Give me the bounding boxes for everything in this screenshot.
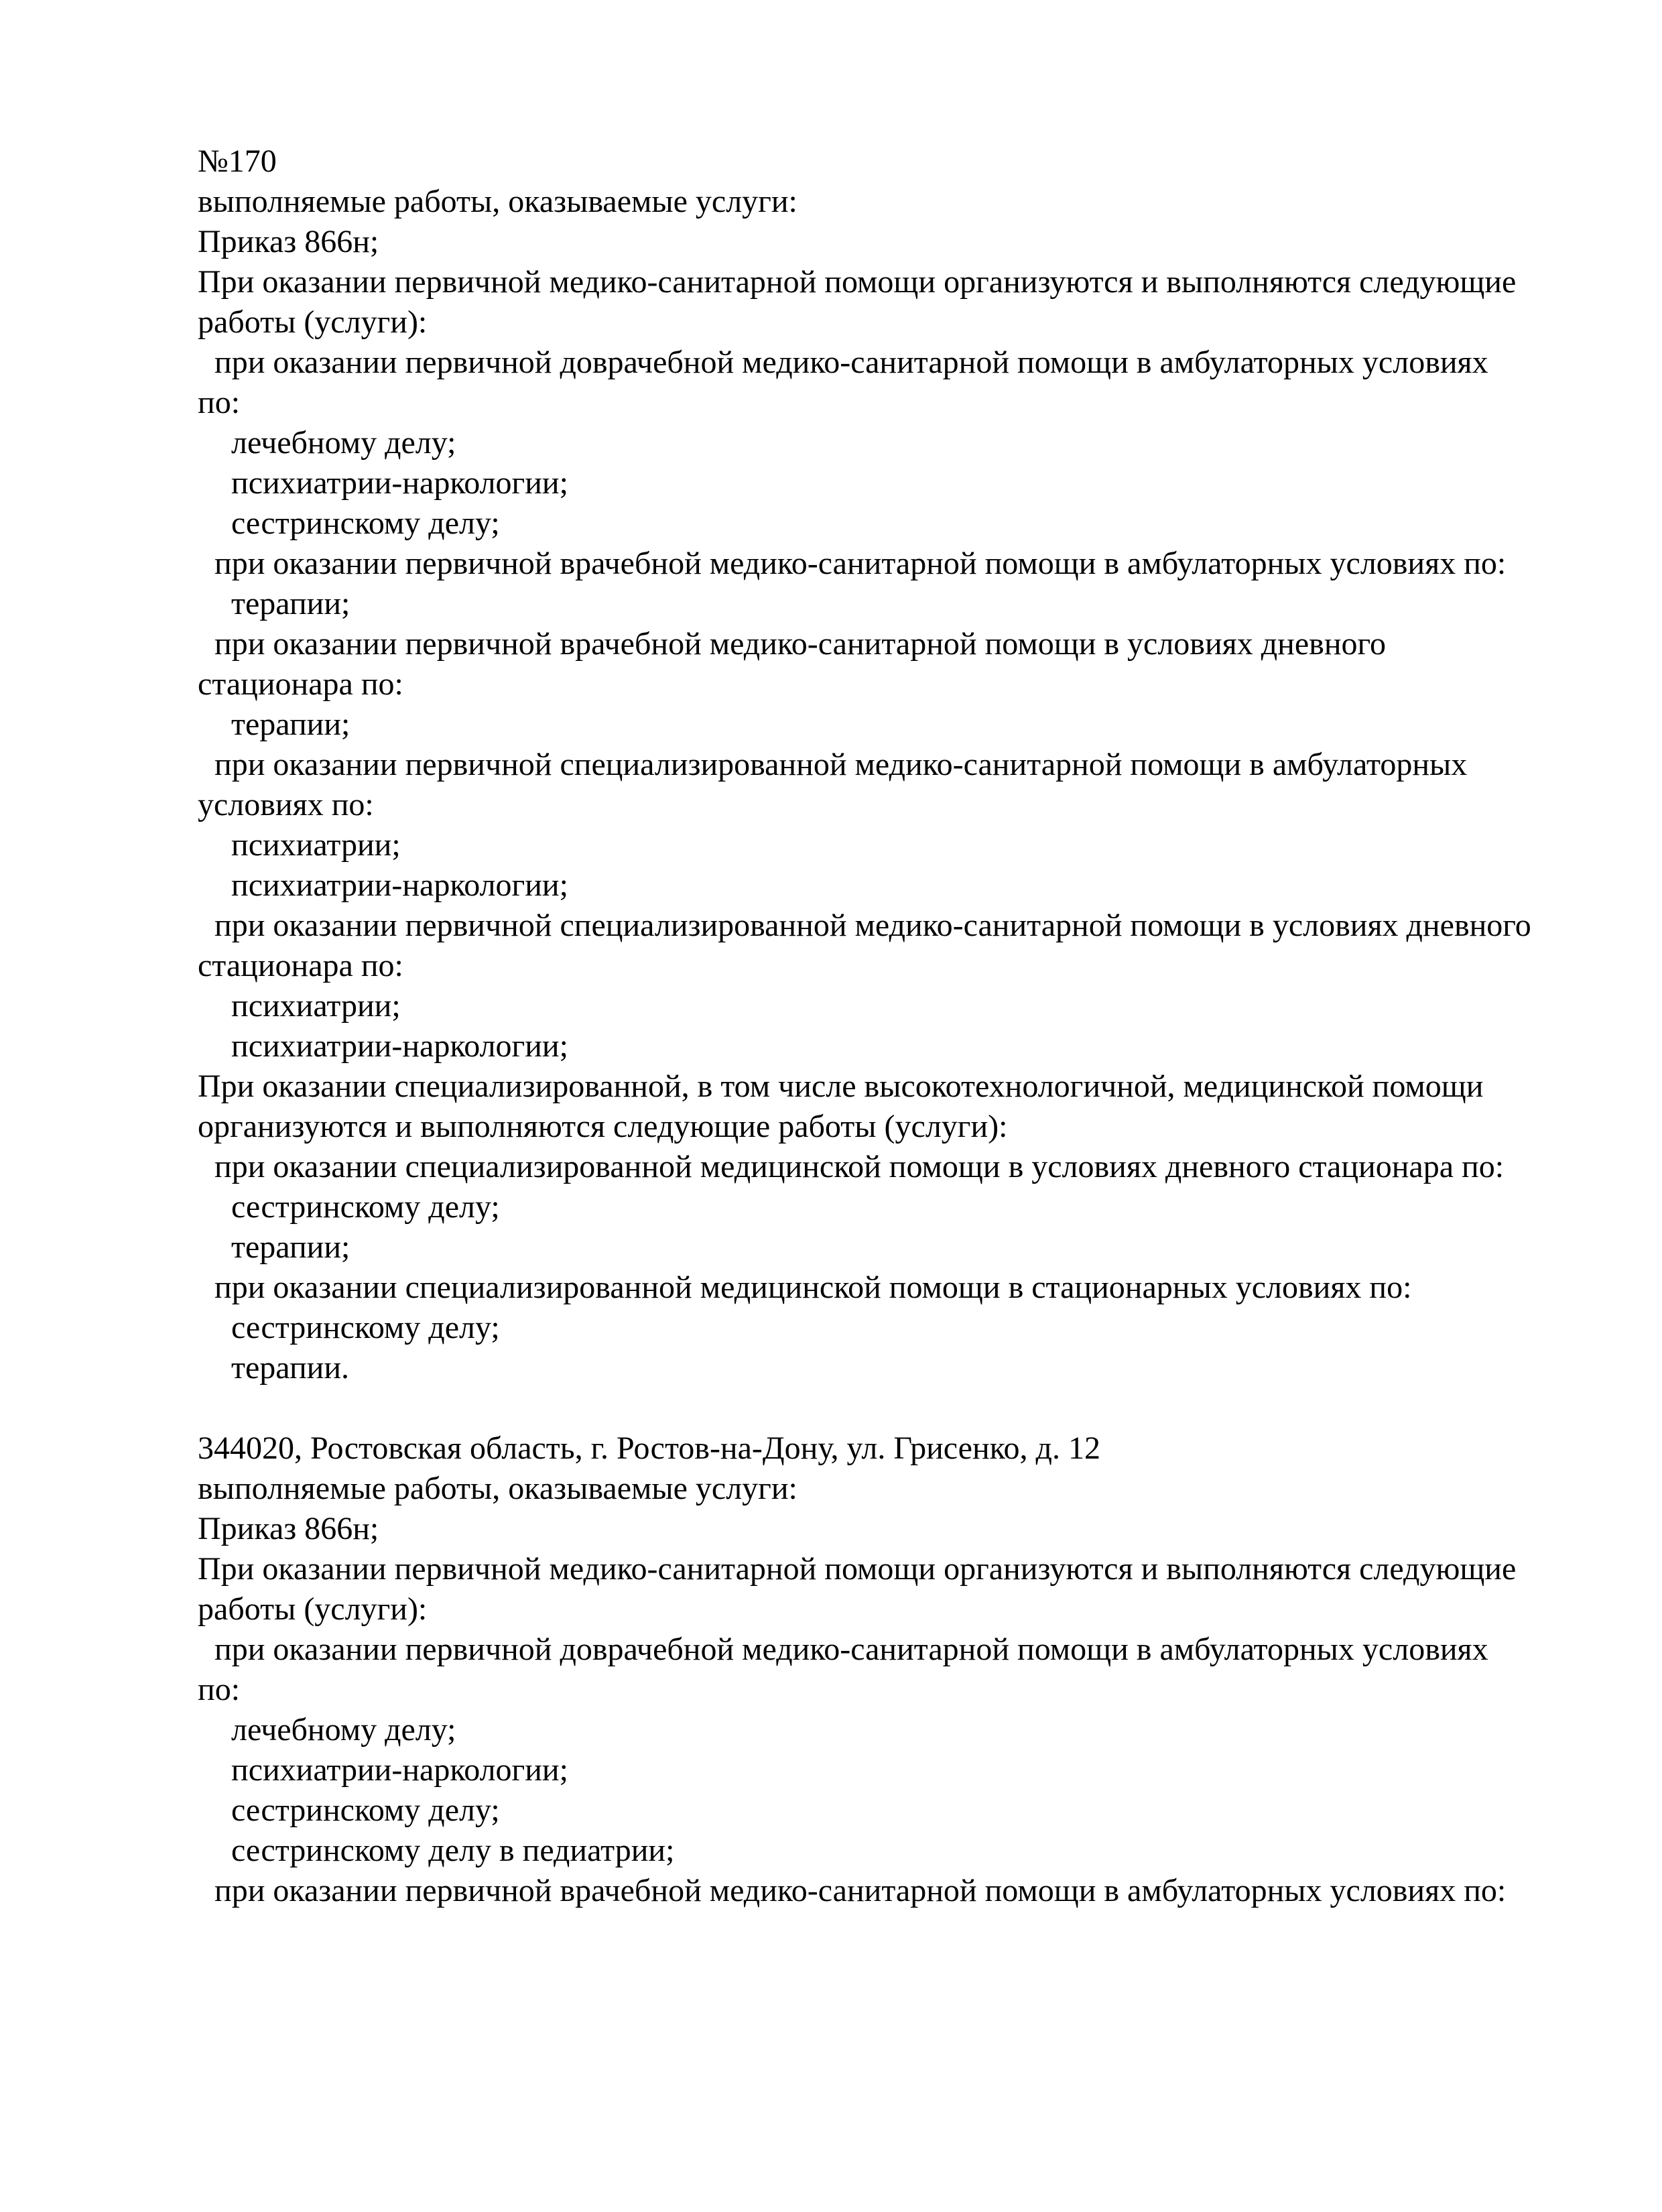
text-line: стационара по: — [198, 948, 403, 983]
text-line: сестринскому делу; — [231, 1189, 500, 1225]
text-line: лечебному делу; — [231, 425, 456, 460]
text-line: психиатрии-наркологии; — [231, 1028, 568, 1064]
text-line: по: — [198, 385, 241, 420]
text-line: сестринскому делу в педиатрии; — [231, 1833, 675, 1868]
text-line: терапии; — [231, 586, 350, 621]
text-line: психиатрии; — [231, 988, 401, 1024]
text-line: сестринскому делу; — [231, 1792, 500, 1828]
text-line: при оказании специализированной медицинской помощи в стационарных условиях по: — [214, 1270, 1412, 1305]
text-line: при оказании первичной специализированной медико-санитарной помощи в условиях дневного — [214, 908, 1531, 943]
blank-line — [198, 1388, 1618, 1428]
text-line: выполняемые работы, оказываемые услуги: — [198, 1471, 797, 1506]
text-line: психиатрии-наркологии; — [231, 465, 568, 501]
text-line: работы (услуги): — [198, 1591, 428, 1627]
document-body — [198, 141, 1618, 1911]
text-line: при оказании первичной доврачебной медико-санитарной помощи в амбулаторных условиях — [214, 345, 1488, 380]
text-line: условиях по: — [198, 787, 374, 822]
text-line: При оказании первичной медико-санитарной помощи организуются и выполняются следующие — [198, 1551, 1517, 1587]
text-line: 344020, Ростовская область, г. Ростов-на-Дону, ул. Грисенко, д. 12 — [198, 1430, 1100, 1466]
text-line: выполняемые работы, оказываемые услуги: — [198, 184, 797, 219]
text-line: Приказ 866н; — [198, 224, 379, 259]
text-line: психиатрии; — [231, 827, 401, 863]
text-line: сестринскому делу; — [231, 505, 500, 541]
text-line: психиатрии-наркологии; — [231, 867, 568, 903]
text-line: При оказании первичной медико-санитарной помощи организуются и выполняются следующие — [198, 264, 1517, 300]
text-line: сестринскому делу; — [231, 1310, 500, 1345]
text-line: терапии; — [231, 1229, 350, 1265]
text-line: организуются и выполняются следующие работы (услуги): — [198, 1109, 1008, 1144]
text-line: лечебному делу; — [231, 1712, 456, 1747]
text-line: психиатрии-наркологии; — [231, 1752, 568, 1788]
text-line: при оказании специализированной медицинской помощи в условиях дневного стационара по: — [214, 1149, 1505, 1184]
text-line: №170 — [198, 143, 277, 179]
text-line: при оказании первичной врачебной медико-санитарной помощи в условиях дневного — [214, 626, 1386, 662]
text-line: по: — [198, 1672, 241, 1707]
text-line: работы (услуги): — [198, 304, 428, 340]
text-line: терапии. — [231, 1350, 350, 1386]
text-line: стационара по: — [198, 666, 403, 702]
text-line: При оказании специализированной, в том числе высокотехнологичной, медицинской помощи — [198, 1068, 1484, 1104]
text-line: Приказ 866н; — [198, 1511, 379, 1546]
text-line: при оказании первичной врачебной медико-санитарной помощи в амбулаторных условиях по: — [214, 546, 1507, 581]
text-line: при оказании первичной специализированной медико-санитарной помощи в амбулаторных — [214, 747, 1468, 782]
text-line: при оказании первичной врачебной медико-санитарной помощи в амбулаторных условиях по: — [214, 1873, 1507, 1908]
text-line: при оказании первичной доврачебной медико-санитарной помощи в амбулаторных условиях — [214, 1632, 1488, 1667]
text-line: терапии; — [231, 706, 350, 742]
